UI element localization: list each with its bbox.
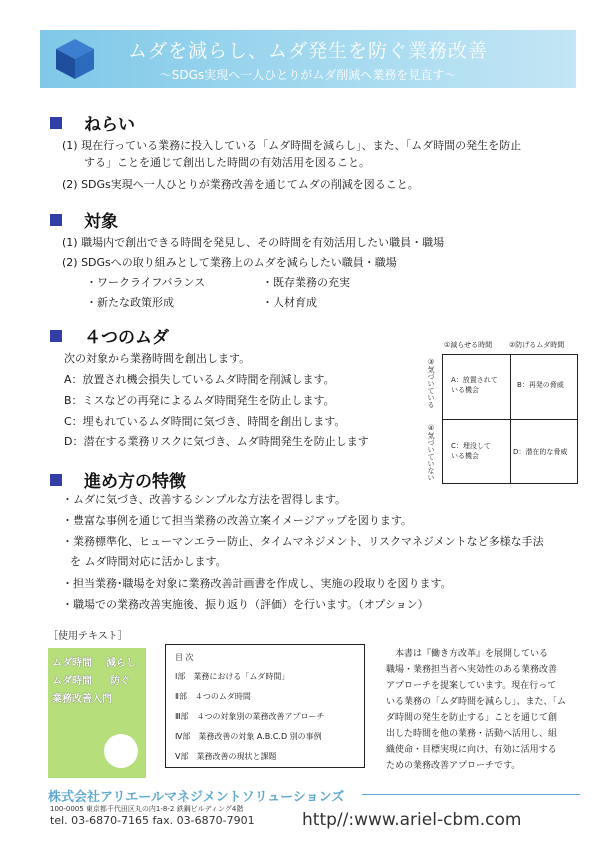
target-bullet: ・既存業務の充実 — [262, 276, 350, 289]
cover-text: 防ぐ — [110, 676, 130, 687]
toc-title: 目 次 — [175, 653, 194, 662]
feature-item: ・ムダに気づき、改善するシンプルな方法を習得します。 — [62, 493, 346, 506]
matrix-cell-a: A：放置されて いる機会 — [451, 376, 498, 394]
description-line: いる業務の「ムダ時間を減らし」、また、「ム — [386, 697, 567, 707]
aim-item: する」ことを通じて創出した時間の有効活用を図ること。 — [84, 156, 370, 169]
page-title: ムダを減らし、ムダ発生を防ぐ業務改善 — [127, 40, 488, 62]
section-heading-target: 対象 — [50, 207, 118, 232]
matrix-cell-b: B：再発の脅威 — [517, 381, 564, 389]
cover-text: ムダ時間 — [52, 658, 92, 669]
target-bullet: ・新たな政策形成 — [86, 296, 174, 309]
description-line: 出した時間を他の業務・活動へ活用し、組 — [386, 729, 558, 739]
toc-item: Ⅰ部 業務における「ムダ時間」 — [175, 672, 290, 681]
cover-text: 業務改善入門 — [52, 694, 112, 705]
four-muda-matrix — [442, 354, 578, 484]
description-line: ための業務改善アプローチです。 — [386, 761, 521, 771]
matrix-cell-d: D：潜在的な脅威 — [513, 448, 568, 456]
section-square-icon — [50, 214, 62, 226]
section-heading-four-muda: ４つのムダ — [50, 323, 169, 348]
feature-item: ・業務標準化、ヒューマンエラー防止、タイムマネジメント、リスクマネジメントなど多様な手法 — [62, 535, 544, 548]
target-bullet: ・ワークライフバランス — [86, 276, 206, 289]
company-url-link[interactable]: http//:www.ariel-cbm.com — [302, 810, 522, 830]
section-heading-aim: ねらい — [50, 110, 135, 135]
section-square-icon — [50, 474, 62, 486]
toc-item: Ⅲ部 ４つの対象別の業務改善アプローチ — [175, 712, 325, 721]
description-line: アプローチを提案しています。現在行って — [386, 681, 557, 691]
description-line: 職場・業務担当者へ実効性のある業務改善 — [386, 665, 558, 675]
title-banner — [40, 30, 576, 88]
four-muda-item: C：埋もれているムダ時間に気づき、時間を創出します。 — [64, 415, 346, 428]
matrix-col-header: ①減らせる時間 — [444, 341, 493, 349]
section-square-icon — [50, 117, 62, 129]
feature-item: ・担当業務･職場を対象に業務改善計画書を作成し、実施の段取りを図ります。 — [62, 577, 452, 590]
feature-item: ・豊富な事例を通じて担当業務の改善立案イメージアップを図ります。 — [62, 514, 413, 527]
feature-item: ・職場での業務改善実施後、振り返り（評価）を行います。（オプション） — [62, 598, 429, 611]
company-tel-fax: tel. 03-6870-7165 fax. 03-6870-7901 — [50, 814, 255, 827]
cover-emblem — [104, 734, 138, 768]
toc-item: Ⅴ部 業務改善の現状と課題 — [175, 752, 277, 761]
page-subtitle: ～SDGs実現へ一人ひとりがムダ削減へ業務を見直す～ — [159, 68, 457, 82]
target-bullet: ・人材育成 — [262, 296, 317, 309]
section-square-icon — [50, 330, 62, 342]
table-of-contents — [165, 644, 365, 768]
aim-item: (2) SDGs実現へ一人ひとりが業務改善を通じてムダの削減を図ること。 — [62, 178, 419, 191]
matrix-row-header: ④気づいていない — [427, 424, 435, 481]
textbook-label: ［使用テキスト］ — [48, 631, 128, 642]
description-line: 織使命・目標実現に向け、有効に活用する — [386, 745, 557, 755]
matrix-cell-c: C：埋没して いる機会 — [451, 442, 491, 460]
company-address: 100-0005 東京都千代田区丸の内1-8-2 鉄鋼ビルディング4階 — [50, 805, 244, 813]
toc-item: Ⅳ部 業務改善の対象 A.B.C.D 別の事例 — [175, 732, 322, 741]
matrix-divider — [443, 419, 577, 420]
aim-item: (1) 現在行っている業務に投入している「ムダ時間を減らし」、また、「ムダ時間の発生を防止 — [62, 139, 522, 152]
description-line: ダ時間の発生を防止する」ことを通じて創 — [386, 713, 558, 723]
matrix-col-header: ②防げるムダ時間 — [509, 341, 565, 349]
section-heading-features: 進め方の特徴 — [50, 467, 186, 492]
feature-item: を ムダ時間対応に活かします。 — [70, 555, 227, 568]
textbook-cover — [48, 648, 146, 778]
company-name: 株式会社アリエールマネジメントソリューションズ — [48, 790, 345, 805]
matrix-row-header: ③気づいている — [427, 358, 435, 408]
target-item: (2) SDGsへの取り組みとして業務上のムダを減らしたい職員・職場 — [62, 256, 397, 269]
cover-text: 減らし — [106, 658, 136, 669]
four-muda-item: D：潜在する業務リスクに気づき、ムダ時間発生を防止します — [64, 435, 369, 448]
four-muda-item: B：ミスなどの再発によるムダ時間発生を防止します。 — [64, 394, 335, 407]
four-muda-item: A：放置され機会損失しているムダ時間を削減します。 — [64, 373, 335, 386]
cover-text: ムダ時間 — [52, 676, 92, 687]
description-line: 本書は『働き方改革』を展開している — [386, 649, 549, 659]
footer-rule — [362, 794, 580, 795]
toc-item: Ⅱ部 ４つのムダ時間 — [175, 692, 251, 701]
four-muda-intro: 次の対象から業務時間を創出します。 — [64, 352, 251, 365]
target-item: (1) 職場内で創出できる時間を発見し、その時間を有効活用したい職員・職場 — [62, 236, 445, 249]
